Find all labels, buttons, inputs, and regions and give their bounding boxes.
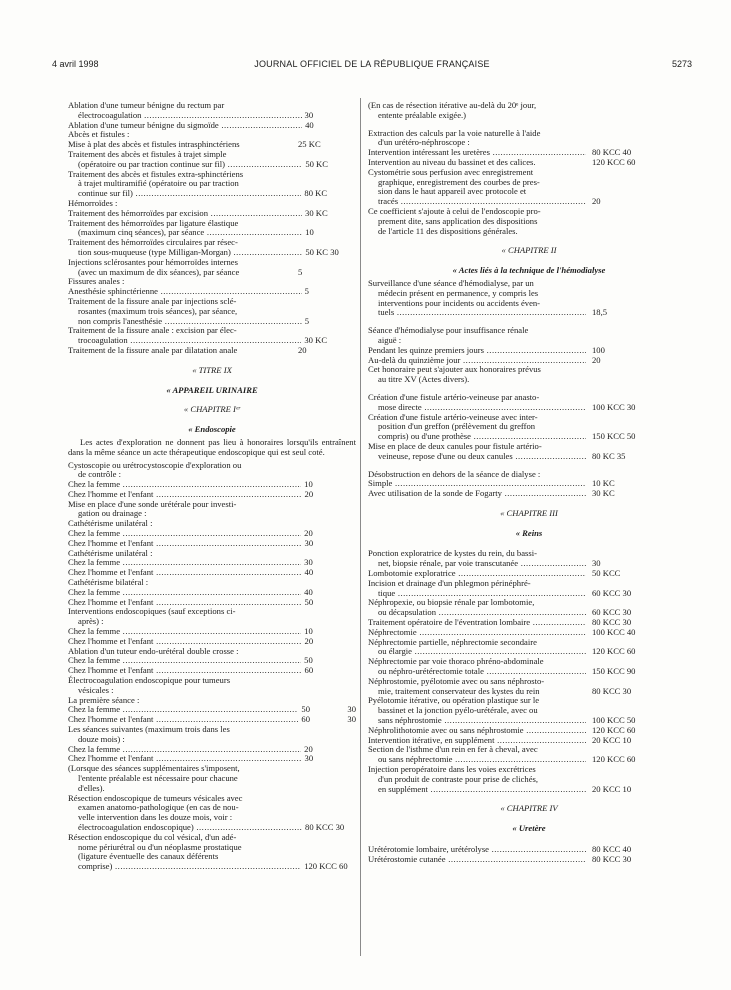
coefficient: 100 KCC 40 [592, 626, 636, 637]
coefficient: 30 [304, 537, 314, 548]
act-description: net, biopsie rénale, par voie transcutanée ..... [378, 559, 586, 569]
act-description: Incision et drainage d'un phlegmon périnéphré- [368, 577, 531, 588]
tariff-row [368, 479, 690, 489]
coefficient: 20 [592, 196, 601, 207]
column-divider [360, 98, 361, 956]
act-description: Cystoscopie ou urétrocystoscopie d'exploration ou [68, 459, 242, 470]
act-description: Traitement de la fissure anale : excision par élec- [68, 325, 237, 336]
section-heading: « Actes liés à la technique de l'hémodialyse [452, 265, 606, 276]
act-description: électrocoagulation ..... [78, 111, 302, 121]
section-heading: « TITRE IX [192, 364, 232, 375]
act-description: Simple ..... [368, 479, 586, 489]
coefficient: 80 KCC 30 [305, 821, 345, 832]
section-heading: « Uretère [512, 823, 546, 834]
tariff-row [68, 470, 356, 480]
act-description: Chez la femme ..... [68, 627, 301, 637]
act-description: Les séances suivantes (maximum trois dans les [68, 724, 230, 735]
tariff-row [368, 299, 690, 309]
coefficient: 60 [304, 665, 314, 676]
act-description: Traitement opératoire de l'éventration lombaire ..... [368, 618, 586, 628]
tariff-row [368, 326, 690, 336]
tariff-row [368, 716, 690, 726]
coefficient: 40 [305, 119, 314, 130]
act-description: bassinet et la jonction pyélo-urétérale, avec ou [378, 705, 538, 716]
page-number: 5273 [671, 59, 692, 69]
left-column [68, 101, 356, 872]
coefficient: 80 KC [304, 188, 328, 199]
spacer [368, 837, 690, 845]
act-description: Création d'une fistule artério-veineuse avec inter- [368, 411, 538, 422]
act-description: Traitement de la fissure anale par injections sclé- [68, 295, 237, 306]
act-description: après) : [78, 616, 104, 627]
act-description: Chez la femme ..... [68, 529, 301, 539]
act-description: ou élargie ..... [378, 647, 586, 657]
act-description: vésicales : [78, 684, 114, 695]
act-description: Surveillance d'une séance d'hémodialyse, par un [368, 277, 534, 288]
act-description: Chez l'homme et l'enfant ..... [68, 490, 302, 500]
act-description: ou décapsulation ..... [378, 608, 586, 618]
coefficient: 30 KC [304, 335, 328, 346]
act-description: au titre XV (Actes divers). [378, 374, 470, 385]
act-description: Pendant les quinze premiers jours ..... [368, 346, 586, 356]
act-description: Ce coefficient s'ajoute à celui de l'endoscopie pro- [368, 205, 541, 216]
tariff-row [368, 638, 690, 648]
act-description: nome périurétral ou d'un néoplasme prostatique [78, 841, 242, 852]
coefficient: 120 KCC 60 [304, 861, 348, 872]
act-description: Cathétérisme unilatéral : [68, 518, 153, 529]
coefficient: 80 KCC 30 [592, 853, 632, 864]
act-description: examen anatomo-pathologique (en cas de nou- [78, 802, 239, 813]
act-description: Chez l'homme et l'enfant ..... [68, 598, 302, 608]
act-description: Ablation d'une tumeur bénigne du sigmoïde ..... [68, 121, 302, 131]
act-description: interventions pour incidents ou accidents éven- [378, 297, 541, 308]
tariff-row [368, 346, 690, 356]
act-description: (opératoire ou par traction continue sur fil) ..... [78, 160, 302, 170]
coefficient: 50 [304, 655, 313, 666]
coefficient: 20 [304, 743, 313, 754]
coefficient: 80 KCC 30 [592, 685, 632, 696]
act-description: Fissures anales : [68, 276, 125, 287]
tariff-row [68, 647, 356, 657]
act-description: Injection peropératoire dans les voies excrétrices [368, 764, 536, 775]
section-heading: « Reins [515, 527, 543, 538]
tariff-row [368, 559, 690, 569]
act-description: Lombotomie exploratrice ..... [368, 569, 586, 579]
coefficient: 10 KC [592, 478, 615, 489]
coefficient: 18,5 [592, 307, 608, 318]
journal-title: JOURNAL OFFICIEL DE LA RÉPUBLIQUE FRANÇAISE [254, 59, 490, 69]
tariff-row [68, 774, 356, 784]
tariff-row [368, 845, 690, 855]
act-description: à trajet multiramifié (opératoire ou par traction [78, 178, 239, 189]
tariff-row [368, 308, 690, 318]
act-description: Chez l'homme et l'enfant ..... [68, 666, 302, 676]
act-description: Mise en place d'une sonde urétérale pour investi- [68, 498, 237, 509]
act-description: d'un produit de contraste pour prise de clichés, [378, 773, 539, 784]
act-description: Mise à plat des abcès et fistules intrasphinctériens [68, 139, 240, 150]
act-description: Mise en place de deux canules pour fistule artério- [368, 440, 542, 451]
section-heading: « CHAPITRE II [501, 245, 557, 256]
act-description: Désobstruction en dehors de la séance de dialyse : [368, 468, 541, 479]
tariff-row [68, 617, 356, 627]
act-description: comprise) ..... [78, 862, 301, 872]
act-description: Électrocoagulation endoscopique pour tumeurs [68, 675, 231, 686]
act-description: Traitement des abcès et fistules extra-sphinctériens [68, 168, 244, 179]
tariff-row [68, 549, 356, 559]
act-description: entente préalable exigée.) [378, 109, 467, 120]
coefficient: 20 KCC 10 [592, 734, 632, 745]
act-description: Intervention itérative, en supplément ..... [368, 736, 586, 746]
act-description: Cathétérisme unilatéral : [68, 547, 153, 558]
act-description: graphique, enregistrement des courbes de pres- [378, 176, 540, 187]
tariff-row [368, 452, 690, 462]
coefficient: 120 KCC 60 [592, 724, 636, 735]
tariff-row [368, 489, 690, 499]
tariff-row [368, 375, 690, 385]
act-description: Chez la femme ..... [68, 745, 301, 755]
act-description: Chez la femme ..... [68, 656, 301, 666]
act-description: tuels ..... [378, 308, 586, 318]
coefficient: 120 KCC 60 [592, 156, 636, 167]
right-column [368, 101, 690, 865]
act-description: Traitement des hémorroïdes par ligature élastique [68, 217, 239, 228]
coefficient: 10 [304, 626, 313, 637]
coefficient: 80 KCC 40 [592, 147, 632, 158]
coefficient: 30 [592, 558, 601, 569]
act-description: Résection endoscopique de tumeurs vésicales avec [68, 792, 243, 803]
act-description: Urétérotomie lombaire, urétérolyse ..... [368, 845, 586, 855]
coefficient: 20 [592, 354, 601, 365]
act-description: Intervention au niveau du bassinet et des calices. [368, 156, 536, 167]
coefficient: 20 [298, 344, 307, 355]
act-description: Interventions endoscopiques (sauf exceptions ci- [68, 606, 236, 617]
issue-date: 4 avril 1998 [52, 59, 99, 69]
act-description: Séance d'hémodialyse pour insuffisance rénale [368, 325, 529, 336]
act-description: Pyélotomie itérative, ou opération plastique sur le [368, 695, 540, 706]
act-description: électrocoagulation endoscopique) ..... [78, 823, 302, 833]
section-heading: « CHAPITRE III [500, 507, 558, 518]
act-description: Ponction exploratrice de kystes du rein, du bassi- [368, 548, 537, 559]
section-heading: « CHAPITRE Iᵉʳ [183, 404, 241, 415]
act-description: Néphrostomie, pyélotomie avec ou sans néphrosto- [368, 675, 545, 686]
coefficient: 60 KCC 30 [592, 587, 632, 598]
act-description: de l'article 11 des dispositions générales. [378, 225, 518, 236]
coefficient: 5 [298, 266, 303, 277]
tariff-row [368, 422, 690, 432]
act-description: sion dans le haut appareil avec protocole et [378, 186, 527, 197]
tariff-row [368, 111, 690, 121]
act-description: (En cas de résection itérative au-delà du 20ᵉ jour, [368, 100, 537, 110]
act-description: l'entente préalable est nécessaire pour chacune [78, 773, 238, 783]
tariff-row [68, 705, 356, 715]
act-description: Traitement des hémorroïdes par excision ..... [68, 209, 302, 219]
coefficient: 30 KC [305, 207, 328, 218]
tariff-row [368, 598, 690, 608]
act-description: (ligature éventuelle des canaux déférents [78, 851, 219, 862]
coefficient: 80 KC 35 [592, 450, 626, 461]
tariff-row [368, 855, 690, 865]
act-description: sans néphrostomie ..... [378, 716, 586, 726]
tariff-row [68, 307, 356, 317]
section-heading: « CHAPITRE IV [500, 803, 558, 814]
act-description: Section de l'isthme d'un rein en fer à cheval, avec [368, 744, 538, 755]
act-description: Chez l'homme et l'enfant ..... [68, 715, 298, 725]
tariff-row [68, 277, 356, 287]
tariff-row [68, 519, 356, 529]
tariff-row [368, 442, 690, 452]
act-description: Néphrectomie partielle, néphrectomie secondaire [368, 636, 537, 647]
coefficient: 30 [304, 109, 314, 120]
coefficient: 150 KCC 50 [592, 431, 636, 442]
act-description: Néphropexie, ou biopsie rénale par lombotomie, [368, 597, 535, 608]
act-description: Chez l'homme et l'enfant ..... [68, 754, 302, 764]
act-description: prement dite, sans application des dispositions [378, 215, 538, 226]
tariff-row [368, 187, 690, 197]
tariff-row [368, 336, 690, 346]
act-description: Abcès et fistules : [68, 129, 130, 140]
coefficient: 80 KCC 30 [592, 617, 632, 628]
act-description: Néphrectomie par voie thoraco phréno-abdominale [368, 656, 544, 667]
act-description: Cathétérisme bilatéral : [68, 577, 149, 588]
section-heading: « APPAREIL URINAIRE [166, 384, 258, 395]
act-description: Avec utilisation de la sonde de Fogarty ..... [368, 489, 586, 499]
act-description: Néphrectomie ..... [368, 628, 586, 638]
act-description: Néphrolithotomie avec ou sans néphrostomie ..... [368, 726, 586, 736]
act-description: d'elles). [78, 782, 105, 793]
coefficient: 50 [301, 704, 310, 715]
coefficient: 100 [592, 344, 605, 355]
coefficient: 30 [304, 557, 313, 568]
act-description: (maximum cinq séances), par séance ..... [78, 228, 302, 238]
act-description: position d'un greffon (prélèvement du greffon [378, 421, 536, 432]
act-description: Création d'une fistule artério-veineuse par anasto- [368, 391, 540, 402]
act-description: Chez la femme ..... [68, 588, 301, 598]
paragraph: Les actes d'exploration ne donnent pas lieu à honoraires lorsqu'ils entraînent dans la même séance un acte thérapeutique endoscopique qui est seul coté. [68, 436, 356, 457]
tariff-row [68, 735, 356, 745]
coefficient: 100 KCC 30 [592, 401, 636, 412]
act-description: (Lorsque des séances supplémentaires s'imposent, [68, 763, 240, 774]
act-description: médecin présent en permanence, y compris les [378, 287, 539, 298]
tariff-row [368, 579, 690, 589]
act-description: velle intervention dans les douze mois, voir : [78, 812, 233, 823]
act-description: non compris l'anesthésie ..... [78, 317, 302, 327]
act-description: Traitement des hémorroïdes circulaires par résec- [68, 237, 238, 248]
act-description: tracés ..... [378, 197, 586, 207]
act-description: d'un urétéro-néphroscope : [378, 137, 470, 148]
coefficient: 20 [304, 528, 313, 539]
coefficient: 120 KCC 60 [592, 754, 636, 765]
act-description: trocoagulation ..... [78, 336, 301, 346]
act-description: Chez la femme ..... [68, 480, 301, 490]
tariff-row [68, 862, 356, 872]
tariff-row [368, 775, 690, 785]
act-description: La première séance : [68, 694, 140, 705]
act-description: Chez l'homme et l'enfant ..... [68, 637, 302, 647]
page-header [52, 59, 692, 73]
tariff-row [368, 393, 690, 403]
act-description: Intervention intéressant les uretères ..... [368, 148, 586, 158]
coefficient: 60 [301, 714, 310, 725]
coefficient: 40 [304, 567, 314, 578]
coefficient: 20 [304, 488, 314, 499]
coefficient: 5 [304, 315, 310, 326]
section-heading: « Endoscopie [188, 424, 236, 435]
act-description: Extraction des calculs par la voie naturelle à l'aide [368, 127, 541, 138]
tariff-row [368, 608, 690, 618]
coefficient: 50 [304, 596, 314, 607]
act-description: Au-delà du quinzième jour ..... [368, 356, 586, 366]
act-description: Urétérostomie cutanée ..... [368, 855, 586, 865]
coefficient: 20 [304, 635, 314, 646]
tariff-row [68, 346, 356, 356]
tariff-row [368, 785, 690, 795]
tariff-row [68, 578, 356, 588]
coefficient: 100 KCC 50 [592, 715, 636, 726]
act-description: douze mois) : [78, 733, 125, 744]
act-description: ou néphro-urétérectomie totale ..... [378, 667, 586, 677]
act-description: mose directe ..... [378, 403, 586, 413]
coefficient: 10 [304, 479, 313, 490]
act-description: (avec un maximum de dix séances), par séance [78, 266, 240, 277]
act-description: aiguë : [378, 334, 402, 345]
act-description: ou sans néphrectomie ..... [378, 755, 586, 765]
act-description: compris) ou d'une prothèse ..... [378, 432, 586, 442]
coefficient: 30 [304, 753, 314, 764]
coefficient: 60 KCC 30 [592, 607, 632, 618]
coefficient: 50 KC 30 [305, 246, 339, 257]
act-description: continue sur fil) ..... [78, 189, 301, 199]
act-description: Anesthésie sphinctérienne ..... [68, 287, 302, 297]
tariff-row [368, 227, 690, 237]
tariff-row [368, 549, 690, 559]
act-description: en supplément ..... [378, 785, 586, 795]
act-description: mie, traitement conservateur des kystes du rein [378, 685, 540, 696]
act-description: Injections sclérosantes pour hémorroïdes internes [68, 256, 238, 267]
coefficient: 50 KCC [592, 568, 621, 579]
coefficient: 50 KC [305, 158, 328, 169]
coefficient: 150 KCC 90 [592, 666, 636, 677]
tariff-row [68, 607, 356, 617]
tariff-row [368, 706, 690, 716]
tariff-row [368, 470, 690, 480]
act-description: Chez l'homme et l'enfant ..... [68, 568, 302, 578]
tariff-row [368, 726, 690, 736]
coefficient: 120 KCC 60 [592, 646, 636, 657]
tariff-row [368, 618, 690, 628]
act-description: Chez la femme ..... [68, 558, 301, 568]
tariff-row [368, 138, 690, 148]
act-description: Chez l'homme et l'enfant ..... [68, 539, 302, 549]
coefficient: 80 KCC 40 [592, 844, 632, 854]
act-description: Résection endoscopique du col vésical, d'un adé- [68, 831, 237, 842]
coefficient: 40 [304, 586, 313, 597]
coefficient: 30 KC [592, 488, 615, 499]
act-description: Cet honoraire peut s'ajouter aux honoraires prévus [368, 364, 541, 375]
tariff-row [368, 745, 690, 755]
act-description: tion sous-muqueuse (type Milligan-Morgan) ..... [78, 248, 302, 258]
act-description: Traitement de la fissure anale par dilatation anale [68, 344, 238, 355]
coefficient: 5 [304, 286, 309, 297]
secondary-coefficient: 30 [347, 714, 356, 725]
act-description: Chez la femme ..... [68, 705, 298, 715]
act-description: gation ou drainage : [78, 508, 147, 519]
secondary-coefficient: 30 [347, 704, 356, 715]
act-description: tique ..... [378, 589, 586, 599]
coefficient: 25 KC [298, 139, 321, 150]
coefficient: 20 KCC 10 [592, 783, 632, 794]
coefficient: 10 [305, 227, 314, 238]
act-description: Traitement des abcès et fistules à trajet simple [68, 148, 227, 159]
act-description: Hémorroïdes : [68, 197, 118, 208]
act-description: Ablation d'un tuteur endo-urétéral double crosse : [68, 645, 239, 656]
act-description: Cystométrie sous perfusion avec enregistrement [368, 166, 534, 177]
act-description: rosantes (maximum trois séances), par séance, [78, 305, 238, 316]
act-description: Ablation d'une tumeur bénigne du rectum par [68, 100, 225, 110]
act-description: veineuse, repose d'une ou deux canules ..... [378, 452, 586, 462]
tariff-row [368, 657, 690, 667]
act-description: de contrôle : [78, 469, 121, 480]
tariff-row [68, 696, 356, 706]
